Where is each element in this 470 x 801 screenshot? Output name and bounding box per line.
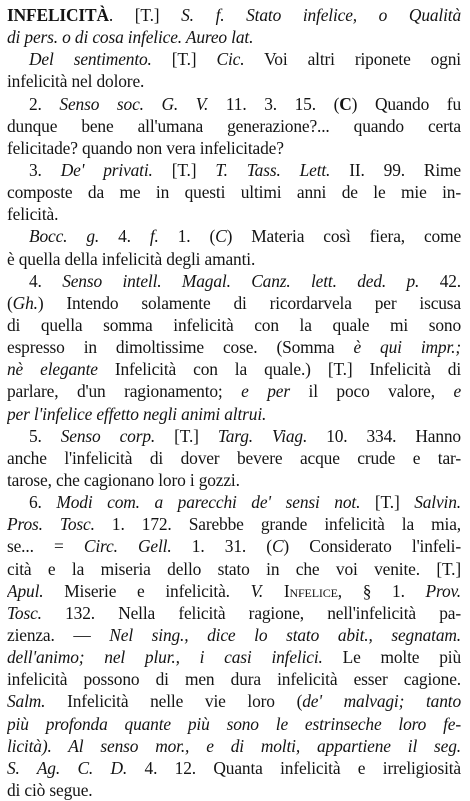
headword: INFELICITÀ — [7, 5, 109, 25]
entry-line — [7, 70, 461, 92]
entry-line — [7, 203, 461, 225]
entry-line — [7, 159, 461, 181]
italic-text: Modi com. a parecchi de' sensi not. — [56, 492, 361, 513]
italic-text: S. f. Stato infelice, o Qualità — [181, 5, 461, 25]
text-run: 11. 3. 15. ( — [208, 93, 340, 114]
italic-text: T. Tass. Lett. — [215, 159, 331, 180]
entry-line — [7, 137, 461, 159]
italic-text: per l'infelice effetto negli animi altrui. — [7, 403, 267, 424]
text-run: 2. — [29, 93, 60, 114]
text-run: di ciò segue. — [7, 779, 93, 800]
italic-text: Cic. — [216, 49, 245, 70]
italic-text: licità). Al senso mor., e di molti, appartiene il seg. — [7, 735, 461, 756]
dictionary-entry-infelicita — [7, 4, 461, 801]
text-run: di quella somma infelicità con la quale mi sono — [7, 314, 461, 335]
italic-text: di pers. o di cosa infelice. Aureo lat. — [7, 27, 254, 48]
entry-line — [7, 535, 461, 557]
text-run: 1. 31. ( — [171, 536, 272, 557]
text-run: dunque bene all'umana generazione?... quando certa — [7, 115, 461, 136]
entry-line — [7, 624, 461, 646]
text-run: [T.] — [360, 492, 415, 513]
text-run — [263, 581, 284, 601]
text-run: infelicità possono di men dura infelicità esser cagione. — [7, 669, 461, 690]
text-run: 4. — [29, 270, 63, 291]
italic-text: Circ. Gell. — [83, 536, 172, 557]
text-run: 6. — [29, 492, 57, 513]
text-run: espresso in dimoltissime cose. (Somma — [7, 337, 354, 358]
entry-line — [7, 225, 461, 247]
entry-line — [7, 93, 461, 115]
italic-text: dell'animo; nel plur., i casi infelici. — [7, 647, 323, 668]
italic-text: e per — [241, 381, 290, 402]
entry-line — [7, 513, 461, 535]
entry-line — [7, 336, 461, 358]
text-run: tarose, che cagionano loro i gozzi. — [7, 469, 240, 490]
entry-line — [7, 580, 461, 602]
italic-text: Senso corp. — [60, 425, 156, 446]
entry-line — [7, 380, 461, 402]
italic-text: C — [271, 536, 284, 557]
text-run: felicitade? quando non vera infelicitade? — [7, 137, 284, 158]
text-run: ( — [7, 292, 13, 313]
italic-text: Prov. — [425, 580, 461, 601]
italic-text: Salvin. — [414, 492, 461, 513]
text-run: infelicità nel dolore. — [7, 71, 145, 92]
text-run: 1. ( — [158, 226, 216, 247]
italic-text: Apul. — [7, 580, 44, 601]
entry-line — [7, 757, 461, 779]
text-run: il poco valore, — [289, 381, 454, 402]
entry-line — [7, 469, 461, 491]
italic-text: Bocc. g. — [29, 226, 100, 247]
text-run: parlare, d'un ragionamento; — [7, 381, 242, 402]
text-run: Miserie e infelicità. — [43, 580, 251, 601]
text-run: se... = — [7, 536, 84, 557]
text-run: II. 99. Rime — [330, 159, 461, 180]
entry-line — [7, 713, 461, 735]
text-run: . [T.] — [108, 5, 182, 25]
italic-text: Targ. Viag. — [217, 425, 308, 446]
text-run: 3. — [29, 159, 61, 180]
text-run: composte da me in questi ultimi anni de le mie in- — [7, 182, 461, 203]
entry-line — [7, 115, 461, 137]
italic-text: Gh. — [12, 292, 38, 313]
italic-text: Pros. Tosc. — [7, 514, 95, 535]
entry-line — [7, 558, 461, 580]
italic-text: è qui impr.; — [353, 337, 461, 358]
entry-line — [7, 48, 461, 70]
text-run: zienza. — — [7, 624, 110, 645]
entry-line — [7, 4, 461, 26]
italic-text: Nel sing., dice lo stato abit., segnatam. — [109, 624, 461, 645]
italic-text: V. — [250, 580, 264, 601]
text-run: 10. 334. Hanno — [307, 425, 461, 446]
entry-line — [7, 668, 461, 690]
entry-line — [7, 425, 461, 447]
entry-line — [7, 735, 461, 757]
cross-reference: Infelice — [283, 580, 338, 601]
italic-text: Senso soc. G. V. — [59, 93, 209, 114]
text-run: [T.] — [155, 425, 218, 446]
entry-line — [7, 248, 461, 270]
text-run: Voi altri riponete ogni — [244, 49, 461, 70]
text-run: 1. 172. Sarebbe grande infelicità la mia, — [94, 514, 461, 535]
italic-text: nè elegante — [7, 359, 98, 380]
text-run: 132. Nella felicità ragione, nell'infelicità pa- — [41, 602, 461, 623]
text-run: ) Intendo solamente di ricordarvela per iscusa — [37, 292, 461, 313]
italic-text: Tosc. — [7, 602, 42, 623]
text-run: Infelicità con la quale.) [T.] Infelicità di — [97, 359, 461, 380]
entry-line — [7, 270, 461, 292]
italic-text: f. — [149, 226, 159, 247]
entry-line — [7, 181, 461, 203]
text-run: ) Considerato l'infeli- — [283, 536, 461, 557]
text-run: felicità. — [7, 204, 59, 225]
text-run: 42. — [419, 270, 461, 291]
entry-line — [7, 779, 461, 801]
italic-text: più profonda quante più sono le estrinseche loro fe- — [7, 713, 461, 734]
text-run: è quella della infelicità degli amanti. — [7, 248, 256, 269]
text-run: , § 1. — [337, 580, 426, 601]
text-run: cità e la miseria dello stato in che voi venite. [T.] — [7, 558, 461, 579]
entry-line — [7, 314, 461, 336]
text-run: 4. 12. Quanta infelicità e irreligiosità — [127, 757, 461, 778]
italic-text: C — [215, 226, 227, 247]
italic-text: Salm. — [7, 691, 46, 712]
entry-line — [7, 447, 461, 469]
entry-line — [7, 602, 461, 624]
entry-line — [7, 690, 461, 712]
italic-text: Del sentimento. — [29, 49, 152, 70]
entry-line — [7, 26, 461, 48]
text-run: Le molte più — [322, 647, 461, 668]
italic-text: S. Ag. C. D. — [7, 757, 128, 778]
entry-line — [7, 358, 461, 380]
text-run: anche l'infelicità di dover bevere acque crude e tar- — [7, 447, 461, 468]
text-run: 5. — [29, 425, 61, 446]
entry-line — [7, 646, 461, 668]
text-run: Infelicità nelle vie loro ( — [45, 691, 303, 712]
bold-text: C — [339, 93, 352, 114]
italic-text: de' malvagi; tanto — [302, 691, 461, 712]
text-run: 4. — [99, 226, 150, 247]
text-run: [T.] — [151, 49, 217, 70]
italic-text: e — [453, 381, 461, 402]
entry-line — [7, 292, 461, 314]
text-run: ) Materia così fiera, come — [226, 226, 461, 247]
italic-text: De' privati. — [60, 159, 153, 180]
entry-line — [7, 403, 461, 425]
text-run: ) Quando fu — [351, 93, 461, 114]
italic-text: Senso intell. Magal. Canz. lett. ded. p. — [62, 270, 420, 291]
text-run: [T.] — [152, 159, 216, 180]
entry-line — [7, 491, 461, 513]
